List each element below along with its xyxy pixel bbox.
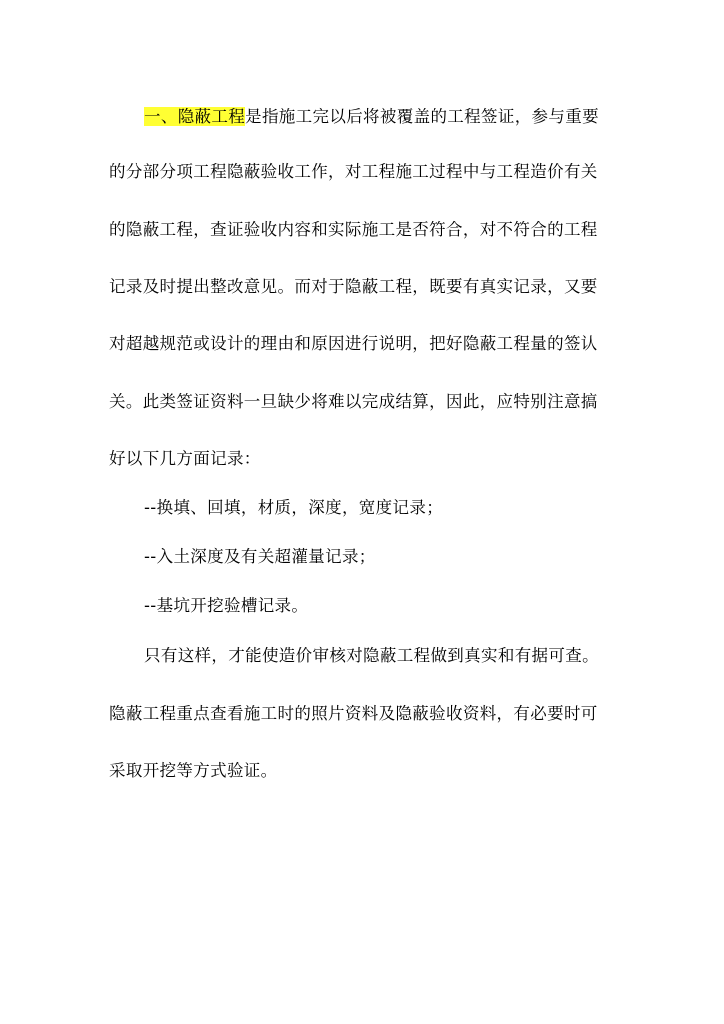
paragraph1-line4: 记录及时提出整改意见。而对于隐蔽工程，既要有真实记录，又要: [109, 277, 598, 296]
list-item: --基坑开挖验槽记录。: [144, 596, 309, 615]
paragraph1-line6: 关。此类签证资料一旦缺少将难以完成结算，因此，应特别注意搞: [109, 392, 598, 411]
paragraph1-line1: [144, 106, 599, 128]
list-item: --换填、回填，材质，深度，宽度记录；: [144, 498, 444, 517]
paragraph2-line3: 采取开挖等方式验证。: [109, 761, 278, 780]
paragraph2-line2: 隐蔽工程重点查看施工时的照片资料及隐蔽验收资料，有必要时可: [109, 704, 598, 723]
paragraph2-line1: 只有这样，才能使造价审核对隐蔽工程做到真实和有据可查。: [144, 646, 599, 665]
paragraph1-line1-text: 是指施工完以后将被覆盖的工程签证，参与重要: [245, 107, 599, 126]
list-item: --入土深度及有关超灌量记录；: [144, 547, 376, 566]
paragraph1-line5: 对超越规范或设计的理由和原因进行说明，把好隐蔽工程量的签认: [109, 334, 598, 353]
paragraph1-line2: 的分部分项工程隐蔽验收工作，对工程施工过程中与工程造价有关: [109, 162, 598, 181]
section-heading: 一、隐蔽工程: [144, 107, 246, 126]
paragraph1-line3: 的隐蔽工程，查证验收内容和实际施工是否符合，对不符合的工程: [109, 220, 598, 239]
paragraph1-line7: 好以下几方面记录：: [109, 449, 261, 468]
